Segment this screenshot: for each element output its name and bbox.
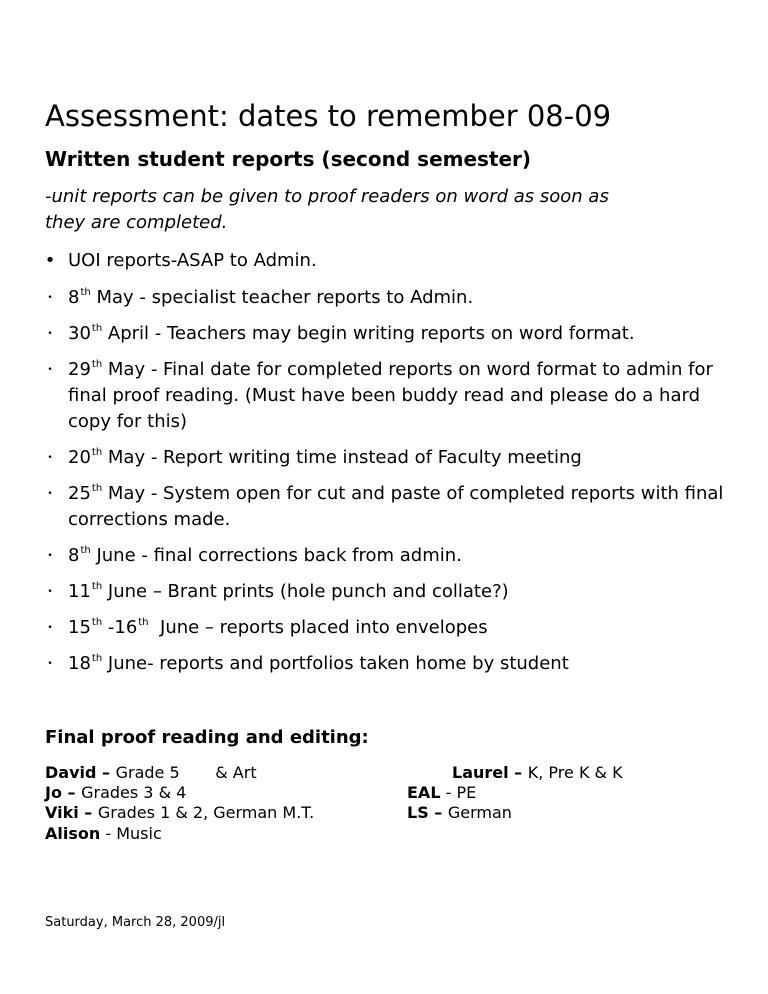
bullet-icon: • (47, 623, 53, 633)
assignment-role: Grades 1 & 2, German M.T. (97, 803, 315, 822)
bullet-icon: • (44, 250, 56, 271)
proofreader-name: Laurel (452, 763, 509, 782)
assignment-separator: - (100, 824, 117, 843)
date-ordinal: th (91, 447, 103, 458)
date-item (40, 651, 730, 677)
bullet-icon: • (47, 659, 53, 669)
assignment-jo (45, 783, 186, 803)
date-day: 15 (68, 617, 91, 638)
date-item (40, 579, 730, 605)
bullet-icon: • (47, 365, 53, 375)
footer-date-stamp: Saturday, March 28, 2009/jl (45, 915, 226, 930)
bullet-icon: • (47, 551, 53, 561)
proofreader-name: Viki (45, 803, 79, 822)
date-day: 25 (68, 483, 91, 504)
date-day: 20 (68, 447, 91, 468)
assignment-role: Grade 5 & Art (115, 763, 257, 782)
date-day: 29 (68, 359, 91, 380)
date-text: May - Final date for completed reports on word format to admin for final proof reading. (Must have been buddy read and please do a hard copy for this) (68, 359, 713, 432)
assignment-separator: – (61, 783, 82, 802)
date-item (40, 285, 730, 311)
date-text: June - final corrections back from admin. (90, 545, 462, 566)
assignment-alison (45, 824, 162, 844)
date-item (40, 543, 730, 569)
assignment-laurel (452, 763, 623, 783)
bullet-icon: • (47, 293, 53, 303)
date-ordinal: th (80, 545, 91, 556)
section-heading: Written student reports (second semester) (45, 147, 532, 171)
date-ordinal: th (80, 287, 91, 298)
date-text: UOI reports-ASAP to Admin. (68, 250, 317, 271)
date-day: 8 (68, 545, 80, 566)
date-text: May - specialist teacher reports to Admin. (90, 287, 474, 308)
assignment-separator: – (428, 803, 448, 822)
date-day: 18 (68, 653, 91, 674)
proofreader-name: EAL (407, 783, 441, 802)
date-day: 30 (68, 323, 91, 344)
date-list (40, 248, 730, 687)
date-item (40, 248, 730, 274)
assignment-viki (45, 803, 314, 823)
assignment-separator: - (440, 783, 457, 802)
date-item (40, 357, 730, 435)
bullet-icon: • (47, 453, 53, 463)
date-item (40, 445, 730, 471)
proofreader-name: Jo (45, 783, 62, 802)
assignment-separator: – (508, 763, 528, 782)
assignment-role: K, Pre K & K (527, 763, 623, 782)
assignment-eal (407, 783, 476, 803)
assignment-ls (407, 803, 512, 823)
assignment-separator: – (96, 763, 116, 782)
assignment-role: Grades 3 & 4 (81, 783, 187, 802)
date-ordinal: th (91, 323, 103, 334)
date-ordinal: th (138, 617, 149, 628)
assignment-david (45, 763, 257, 783)
intro-note-line-1: -unit reports can be given to proof readers on word as soon as (45, 186, 609, 207)
page-title: Assessment: dates to remember 08-09 (45, 99, 612, 133)
proofreader-name: LS (407, 803, 429, 822)
proofreader-name: Alison (45, 824, 101, 843)
date-text: June – Brant prints (hole punch and collate?) (102, 581, 509, 602)
date-ordinal: th (91, 483, 103, 494)
date-ordinal: th (91, 653, 103, 664)
date-text: April - Teachers may begin writing reports on word format. (102, 323, 635, 344)
bullet-icon: • (47, 489, 53, 499)
date-ordinal: th (91, 359, 103, 370)
date-day: 8 (68, 287, 80, 308)
assignment-role: Music (116, 824, 162, 843)
date-text: June- reports and portfolios taken home by student (102, 653, 569, 674)
date-text: May - Report writing time instead of Faculty meeting (102, 447, 582, 468)
date-item (40, 321, 730, 347)
intro-note-line-2: they are completed. (45, 212, 228, 233)
bullet-icon: • (47, 329, 53, 339)
date-text: June – reports placed into envelopes (148, 617, 488, 638)
date-ordinal: th (91, 581, 103, 592)
date-text: May - System open for cut and paste of completed reports with final corrections made. (68, 483, 724, 530)
date-ordinal: th (91, 617, 103, 628)
proofreader-name: David (45, 763, 97, 782)
date-item (40, 615, 730, 641)
assignment-role: PE (456, 783, 477, 802)
assignment-role: German (447, 803, 512, 822)
date-day: 11 (68, 581, 91, 602)
assignment-separator: – (78, 803, 98, 822)
proof-reading-heading: Final proof reading and editing: (45, 727, 369, 748)
bullet-icon: • (47, 587, 53, 597)
date-range-end: -16 (102, 617, 138, 638)
date-item (40, 481, 730, 533)
intro-note (45, 184, 725, 236)
